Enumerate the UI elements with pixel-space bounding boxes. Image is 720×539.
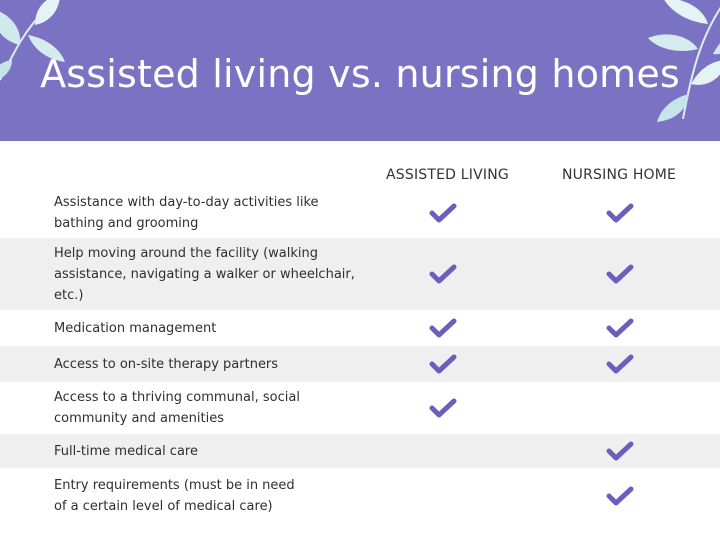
table-row (0, 468, 720, 524)
row-label: Entry requirements (must be in need of a certain level of medical care) (54, 478, 295, 514)
checkmark-icon (606, 440, 634, 462)
checkmark-icon (606, 317, 634, 339)
checkmark-icon (429, 202, 457, 224)
checkmark-icon (429, 263, 457, 285)
row-label: Access to a thriving communal, social community and amenities (54, 390, 300, 426)
page-title: Assisted living vs. nursing homes (40, 52, 680, 96)
row-label: Help moving around the facility (walking assistance, navigating a walker or wheelchair, etc.) (54, 246, 355, 303)
checkmark-icon (606, 353, 634, 375)
table-row (0, 310, 720, 346)
row-label: Assistance with day-to-day activities like bathing and grooming (54, 195, 319, 231)
row-label: Medication management (54, 321, 217, 336)
row-label: Access to on-site therapy partners (54, 357, 279, 372)
header-banner (0, 0, 720, 141)
table-row (0, 188, 720, 238)
checkmark-icon (606, 485, 634, 507)
checkmark-icon (606, 263, 634, 285)
column-header-nursing-home: NURSING HOME (562, 167, 677, 183)
checkmark-icon (606, 202, 634, 224)
table-row (0, 238, 720, 310)
table-row (0, 382, 720, 434)
row-label: Full-time medical care (54, 444, 198, 459)
table-row (0, 434, 720, 468)
checkmark-icon (429, 397, 457, 419)
checkmark-icon (429, 317, 457, 339)
column-header-assisted-living: ASSISTED LIVING (386, 167, 509, 183)
checkmark-icon (429, 353, 457, 375)
table-row (0, 346, 720, 382)
